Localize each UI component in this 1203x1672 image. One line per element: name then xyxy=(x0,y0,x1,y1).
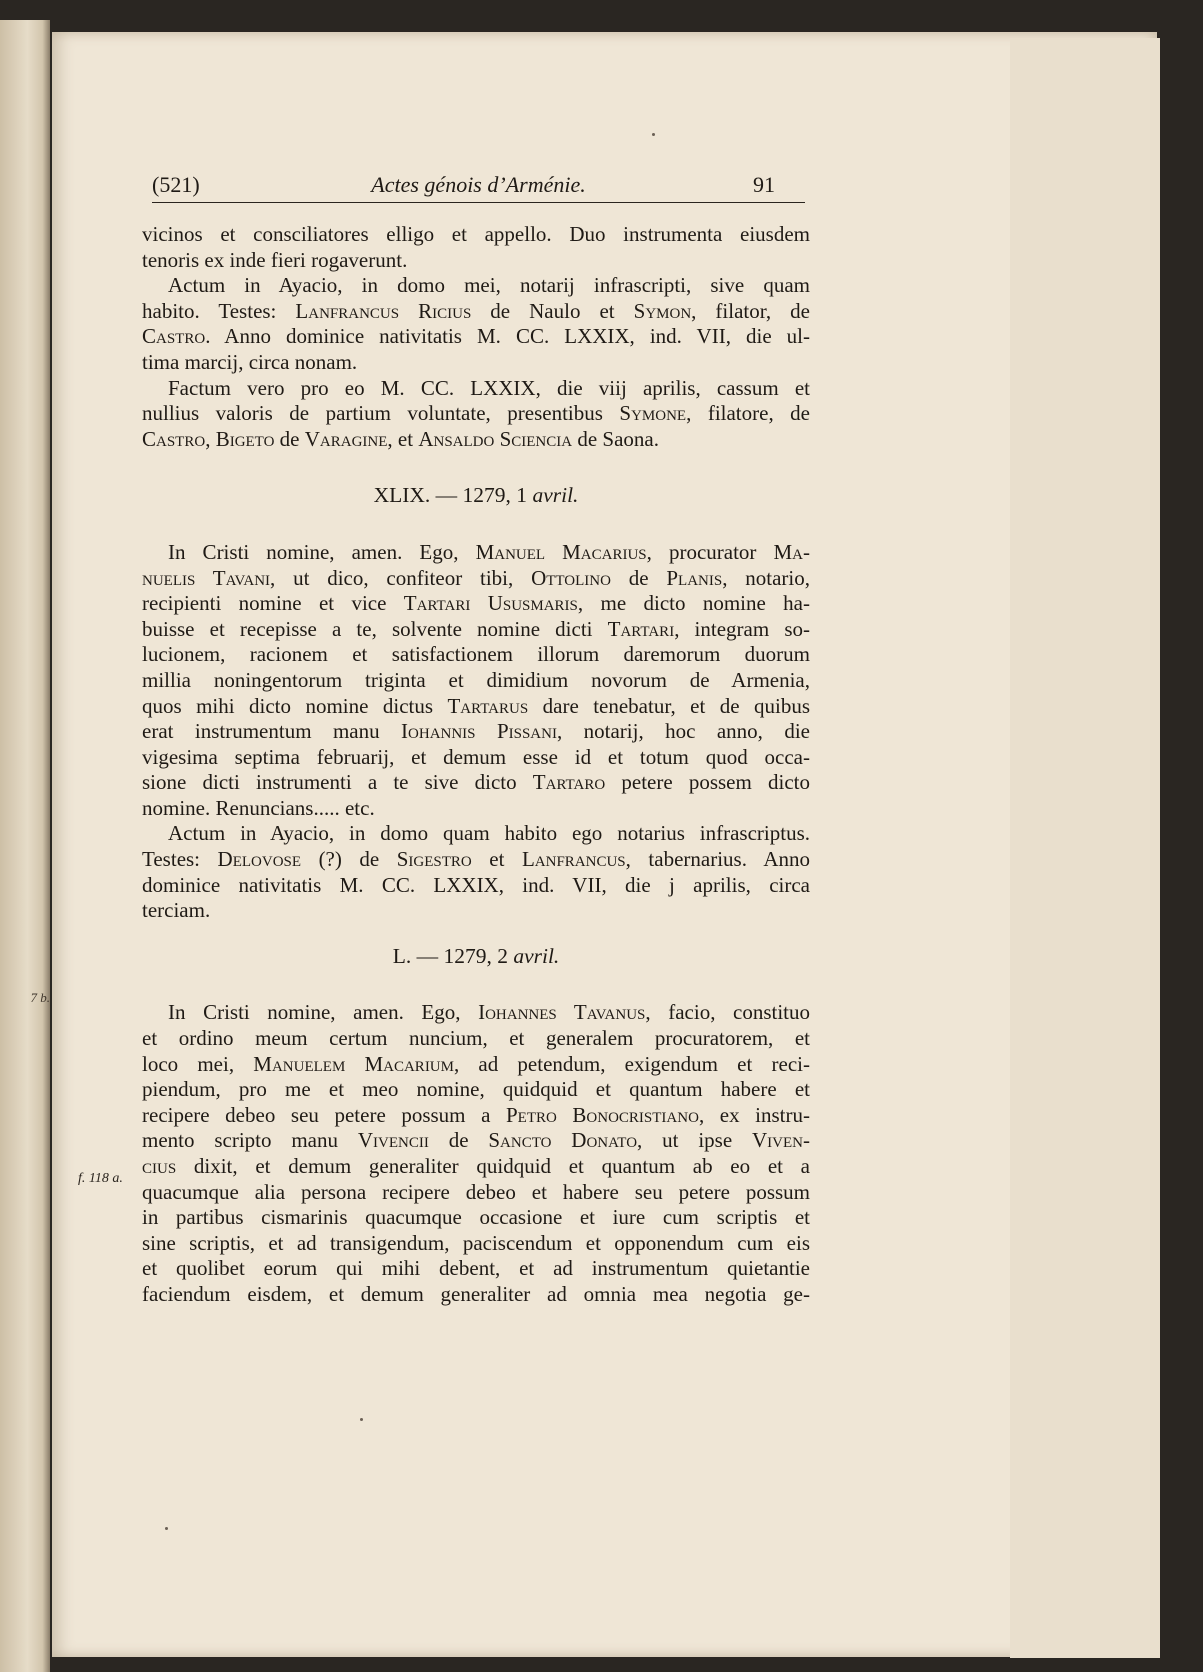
page-number-left: (521) xyxy=(152,172,200,197)
text-line: sine scriptis, et ad transigendum, paciscendum et opponendum cum eis xyxy=(142,1230,810,1255)
text-line: vicinos et consciliatores elligo et appello. Duo instrumenta eiusdem xyxy=(142,222,810,246)
text-line: Factum vero pro eo M. CC. LXXIX, die viij aprilis, cassum et xyxy=(168,375,810,400)
left-page-margin-note: 7 b. xyxy=(30,990,50,1005)
text-line: Castro. Anno dominice nativitatis M. CC. LXXIX, ind. VII, die ul- xyxy=(142,324,810,349)
text-line: cius dixit, et demum generaliter quidquid et quantum ab eo et a xyxy=(142,1154,810,1178)
text-line: millia noningentorum triginta et dimidium novorum de Armenia, xyxy=(142,667,810,692)
text-line: In Cristi nomine, amen. Ego, Manuel Macarius, procurator Ma- xyxy=(168,539,810,564)
text-line: nuelis Tavani, ut dico, confiteor tibi, Ottolino de Planis, notario, xyxy=(142,565,810,590)
text-line: faciendum eisdem, et demum generaliter ad omnia mea negotia ge- xyxy=(142,1281,810,1306)
page-number-right: 91 xyxy=(753,172,775,197)
paper-speck xyxy=(360,1418,363,1421)
paper-speck xyxy=(652,133,655,136)
text-line: erat instrumentum manu Iohannis Pissani, notarij, hoc anno, die xyxy=(142,719,810,744)
text-line: sione dicti instrumenti a te sive dicto Tartaro petere possem dicto xyxy=(142,770,810,795)
text-line: vigesima septima februarij, et demum esse id et totum quod occa- xyxy=(142,744,810,769)
text-line: Actum in Ayacio, in domo quam habito ego notarius infrascriptus. xyxy=(168,821,810,846)
text-line: nomine. Renuncians..... etc. xyxy=(142,795,375,820)
text-line: tenoris ex inde fieri rogaverunt. xyxy=(142,247,408,272)
text-line: piendum, pro me et meo nomine, quidquid et quantum habere et xyxy=(142,1077,810,1102)
text-line: mento scripto manu Vivencii de Sancto Donato, ut ipse Viven- xyxy=(142,1128,810,1153)
text-line: Actum in Ayacio, in domo mei, notarij infrascripti, sive quam xyxy=(168,273,810,298)
text-line: lucionem, racionem et satisfactionem illorum daremorum duorum xyxy=(142,642,810,667)
text-line: quos mihi dicto nomine dictus Tartarus dare tenebatur, et de quibus xyxy=(142,693,810,718)
act-heading-l: L. — 1279, 2 avril. xyxy=(392,943,560,968)
text-line: habito. Testes: Lanfrancus Ricius de Naulo et Symon, filator, de xyxy=(142,298,810,323)
person-name: Symon xyxy=(633,298,692,323)
text-line: Castro, Bigeto de Varagine, et Ansaldo Sciencia de Saona. xyxy=(142,426,659,451)
act-heading-xlix: XLIX. — 1279, 1 avril. xyxy=(373,483,579,508)
text-line: in partibus cismarinis quacumque occasione et iure cum scriptis et xyxy=(142,1205,810,1230)
document-body xyxy=(142,222,810,1308)
text-line: dominice nativitatis M. CC. LXXIX, ind. VII, die j aprilis, circa xyxy=(142,872,810,897)
text-line: nullius valoris de partium voluntate, presentibus Symone, filatore, de xyxy=(142,401,811,426)
text-line: Testes: Delovose (?) de Sigestro et Lanfrancus, tabernarius. Anno xyxy=(142,847,810,872)
text-line: terciam. xyxy=(142,898,211,923)
text-line: et ordino meum certum nuncium, et generalem procuratorem, et xyxy=(142,1026,810,1051)
left-page-edge xyxy=(0,20,50,1672)
text-line: buisse et recepisse a te, solvente nomine dicti Tartari, integram so- xyxy=(142,616,810,641)
running-title: Actes génois d’Arménie. xyxy=(371,172,586,197)
place-name: Castro xyxy=(142,324,206,349)
text-line: In Cristi nomine, amen. Ego, Iohannes Tavanus, facio, constituo xyxy=(168,1000,811,1025)
text-line: et quolibet eorum qui mihi debent, et ad instrumentum quietantie xyxy=(142,1256,810,1281)
running-header xyxy=(152,172,805,203)
paper-speck xyxy=(165,1527,168,1530)
text-line: recipere debeo seu petere possum a Petro Bonocristiano, ex instru- xyxy=(142,1102,810,1127)
person-name: Symone xyxy=(619,401,687,426)
text-line: tima marcij, circa nonam. xyxy=(142,349,358,374)
page-edge xyxy=(1010,38,1160,1658)
person-name: Lanfrancus Ricius xyxy=(295,298,472,323)
folio-margin-note: f. 118 a. xyxy=(78,1171,123,1186)
text-line: quacumque alia persona recipere debeo et habere seu petere possum xyxy=(142,1179,810,1204)
text-line: loco mei, Manuelem Macarium, ad petendum, exigendum et reci- xyxy=(142,1051,810,1076)
text-line: recipienti nomine et vice Tartari Ususmaris, me dicto nomine ha- xyxy=(142,591,810,616)
